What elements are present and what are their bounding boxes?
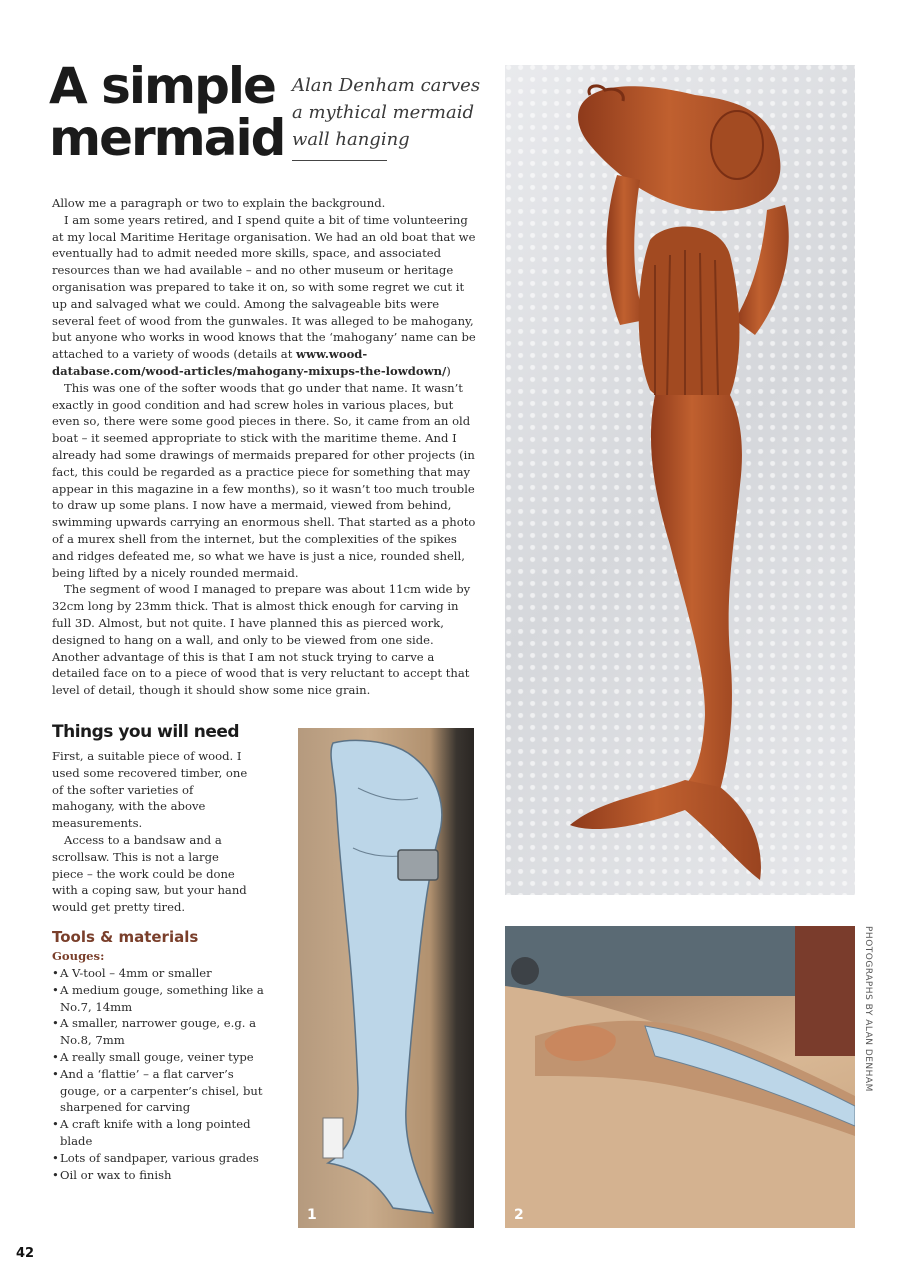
- title-line-1: A simple: [49, 57, 275, 115]
- tool-item: • A V-tool – 4mm or smaller: [52, 965, 272, 982]
- body-paragraph-2-text: I am some years retired, and I spend quite a bit of time volunteering at my local Maritime Heritage organisation. We had an old boat that we eventually had to admit needed more skills, space, and associated resources than we had available – and no other museum or heritage organisation was prepared to take it on, so with some regret we cut it up and salvaged what we could. Among the salvageable bits were several feet of wood from the gunwales. It was alleged to be mahogany, but anyone who works in wood knows that the ‘mahogany’ name can be attached to a variety of woods (details at: [52, 212, 476, 362]
- standfirst-divider: [292, 160, 387, 161]
- body-paragraph-2-end: ): [446, 363, 451, 378]
- carving-in-progress-photo: [505, 926, 855, 1228]
- title-line-2: mermaid: [49, 109, 285, 167]
- tool-item: • A really small gouge, veiner type: [52, 1049, 272, 1066]
- standfirst: [292, 72, 492, 153]
- things-you-need-text: [52, 748, 252, 916]
- standfirst-line-1: Alan Denham carves: [292, 75, 481, 96]
- standfirst-line-2: a mythical mermaid: [292, 102, 474, 123]
- photo-number-2: 2: [514, 1207, 524, 1223]
- things-you-need-heading: Things you will need: [52, 722, 240, 742]
- gouges-subheading: Gouges:: [52, 949, 105, 963]
- body-paragraph-2: [52, 212, 477, 380]
- mermaid-carving-illustration: [505, 65, 855, 895]
- body-paragraph-1: Allow me a paragraph or two to explain the background.: [52, 196, 386, 210]
- need-paragraph-2: Access to a bandsaw and a scrollsaw. This is not a large piece – the work could be done with a coping saw, but your hand would get pretty tired.: [52, 832, 247, 915]
- photo-number-1: 1: [307, 1207, 317, 1223]
- mermaid-carving-photo: [505, 65, 855, 895]
- photo-credit: [863, 926, 873, 1092]
- body-paragraph-3: This was one of the softer woods that go under that name. It wasn’t exactly in good condition and had screw holes in various places, but even so, there were some good pieces in there. So, it came from an old boat – it seemed appropriate to stick with the maritime theme. And I already had some drawings of mermaids prepared for other projects (in fact, this could be regarded as a practice piece for something that may appear in this magazine in a few months), so it wasn’t too much trouble to draw up some plans. I now have a mermaid, viewed from behind, swimming upwards carrying an enormous shell. That started as a photo of a murex shell from the internet, but the complexities of the spikes and ridges defeated me, so what we have is just a nice, rounded shell, being lifted by a nicely rounded mermaid.: [52, 380, 476, 580]
- standfirst-line-3: wall hanging: [292, 129, 410, 150]
- tool-item: • A craft knife with a long pointed blade: [52, 1116, 272, 1150]
- tool-item: • Oil or wax to finish: [52, 1167, 272, 1184]
- tool-item: • A smaller, narrower gouge, e.g. a No.8, 7mm: [52, 1015, 272, 1049]
- reference-link[interactable]: www.wood-database.com/wood-articles/mahogany-mixups-the-lowdown/: [52, 347, 447, 378]
- tools-list: [52, 965, 272, 1183]
- tools-materials-heading: Tools & materials: [52, 928, 199, 946]
- cut-blank-photo: [298, 728, 474, 1228]
- photo-credit-text: PHOTOGRAPHS BY ALAN DENHAM: [863, 926, 873, 1092]
- tool-item: • And a ‘flattie’ – a flat carver’s gouge, or a carpenter’s chisel, but sharpened for carving: [52, 1066, 272, 1116]
- article-body: [52, 195, 477, 699]
- cut-blank-illustration: [298, 728, 474, 1228]
- carving-in-progress-illustration: [505, 926, 855, 1228]
- page-number: 42: [16, 1246, 35, 1261]
- body-paragraph-4: The segment of wood I managed to prepare was about 11cm wide by 32cm long by 23mm thick. That is almost thick enough for carving in full 3D. Almost, but not quite. I have planned this as pierced work, designed to hang on a wall, and only to be viewed from one side. Another advantage of this is that I am not stuck trying to carve a detailed face on to a piece of wood that is very reluctant to accept that level of detail, though it should show some nice grain.: [52, 582, 471, 698]
- tool-item: • A medium gouge, something like a No.7, 14mm: [52, 982, 272, 1016]
- article-title: [49, 57, 289, 167]
- need-paragraph-1: First, a suitable piece of wood. I used some recovered timber, one of the softer varieties of mahogany, with the above measurements.: [52, 749, 248, 831]
- tool-item: • Lots of sandpaper, various grades: [52, 1150, 272, 1167]
